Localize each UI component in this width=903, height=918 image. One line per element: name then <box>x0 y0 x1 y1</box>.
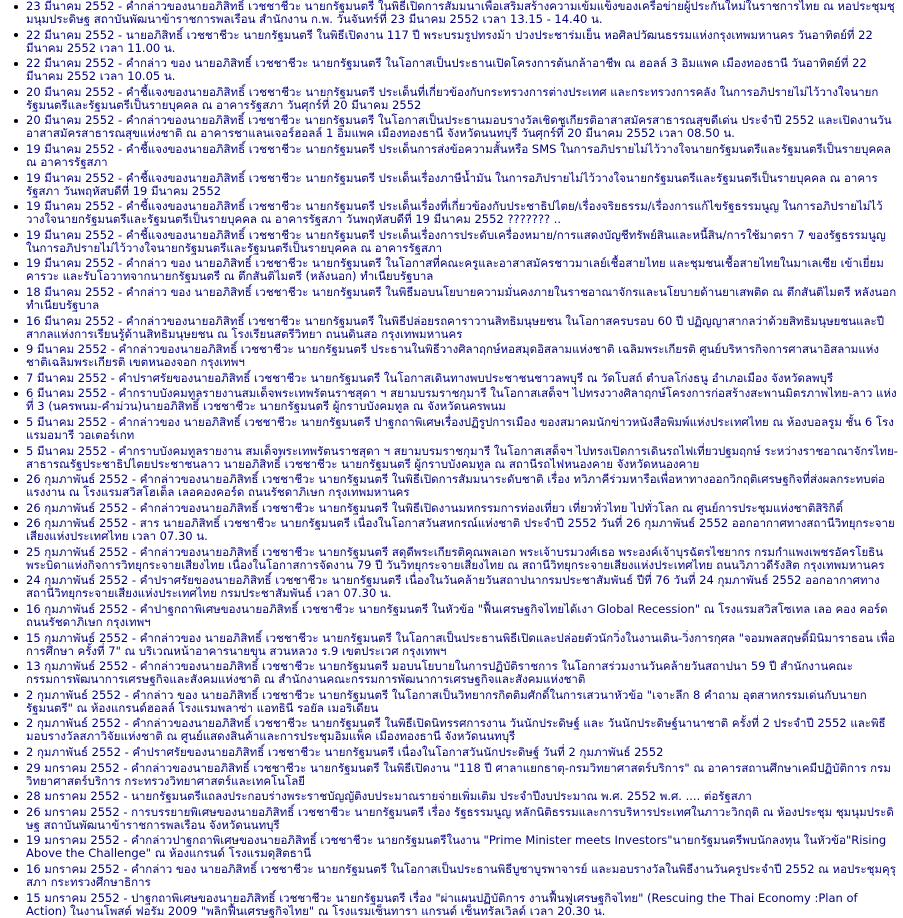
speech-link[interactable]: 19 มีนาคม 2552 - คำชี้แจงของนายอภิสิทธิ์ เวชชาชีวะ นายกรัฐมนตรี ประเด็นเรื่องภาษีน้ำมัน ในการอภิปรายไม่ไว้วางใจนายกรัฐมนตรีและรัฐมนตรีเป็นรายบุคคล ณ อาคารรัฐสภา วันพฤหัสบดีที่ 19 มีนาคม 2552 <box>26 170 878 198</box>
list-item <box>10 29 899 55</box>
bullet-icon <box>14 766 18 770</box>
bullet-icon <box>14 5 18 9</box>
list-item <box>10 387 899 413</box>
bullet-icon <box>14 33 18 37</box>
bullet-icon <box>14 262 18 266</box>
bullet-icon <box>14 90 18 94</box>
bullet-icon <box>14 868 18 872</box>
list-item <box>10 689 899 715</box>
speech-link[interactable]: 19 มีนาคม 2552 - คำชี้แจงของนายอภิสิทธิ์ เวชชาชีวะ นายกรัฐมนตรี ประเด็นเรื่องการประดับเครื่องหมาย/การแสดงบัญชีทรัพย์สินและหนี้สิน/การใช้มาตรา 7 ของรัฐธรรมนูญ ในการอภิปรายไม่ไว้วางใจนายกรัฐมนตรีและรัฐมนตรีเป็นรายบุคคล ณ อาคารรัฐสภา <box>26 227 886 255</box>
bullet-icon <box>14 478 18 482</box>
list-item <box>10 315 899 341</box>
list-item <box>10 574 899 600</box>
list-item <box>10 473 899 499</box>
speech-link[interactable]: 26 มกราคม 2552 - การบรรยายพิเศษของนายอภิสิทธิ์ เวชชาชีวะ นายกรัฐมนตรี เรื่อง รัฐธรรมนูญ หลักนิติธรรมและการบริหารประเทศในภาวะวิกฤติ ณ ห้องประชุม ชุมนุมประดิษฐ สถาบันพัฒนาข้าราชการพลเรือน จังหวัดนนทบุรี <box>26 804 894 832</box>
bullet-icon <box>14 376 18 380</box>
bullet-icon <box>14 348 18 352</box>
speech-link[interactable]: 26 กุมภาพันธ์ 2552 - สาร นายอภิสิทธิ์ เวชชาชีวะ นายกรัฐมนตรี เนื่องในโอกาสวันสหกรณ์แห่งชาติ ประจำปี 2552 วันที่ 26 กุมภาพันธ์ 2552 ออกอากาศทางสถานีวิทยุกระจายเสียงแห่งประเทศไทย เวลา 07.30 น. <box>26 516 895 544</box>
speech-link[interactable]: 26 กุมภาพันธ์ 2552 - คำกล่าวของนายอภิสิทธิ์ เวชชาชีวะ นายกรัฐมนตรี ในพิธีเปิดงานมหกรรมการท่องเที่ยว เที่ยวทั่วไทย ไปทั่วโลก ณ ศูนย์การประชุมแห่งชาติสิริกิติ์ <box>26 500 843 515</box>
speech-link[interactable]: 28 มกราคม 2552 - นายกรัฐมนตรีแถลงประกอบร่างพระราชบัญญัติงบประมาณรายจ่ายเพิ่มเติม ประจำปีงบประมาณ พ.ศ. 2552 พ.ศ. .... ต่อรัฐสภา <box>26 789 752 804</box>
list-item <box>10 200 899 226</box>
speech-link[interactable]: 25 กุมภาพันธ์ 2552 - คำกล่าวของนายอภิสิทธิ์ เวชชาชีวะ นายกรัฐมนตรี สดุดีพระเกียรติคุณพลเอก พระเจ้าบรมวงศ์เธอ พระองค์เจ้าบุรฉัตรไชยากร กรมกำแพงเพชรอัครโยธิน พระบิดาแห่งกิจการวิทยุกระจายเสียงไทย เนื่องในโอกาสการจัดงาน 79 ปี วันวิทยุกระจายเสียงไทย ณ สถานีวิทยุกระจายเสียงแห่งประเทศไทย ถนนวิภาวดีรังสิต กรุงเทพมหานคร <box>26 544 885 572</box>
list-item <box>10 806 899 832</box>
bullet-icon <box>14 522 18 526</box>
speech-link[interactable]: 24 กุมภาพันธ์ 2552 - คำปราศรัยของนายอภิสิทธิ์ เวชชาชีวะ นายกรัฐมนตรี เนื่องในวันคล้ายวันสถาปนากรมประชาสัมพันธ์ ปีที่ 76 วันที่ 24 กุมภาพันธ์ 2552 ออกอากาศทางสถานีวิทยุกระจายเสียงแห่งประเทศไทย กรมประชาสัมพันธ์ เวลา 07.30 น. <box>26 573 880 601</box>
list-item <box>10 603 899 629</box>
speech-link[interactable]: 2 กุมภาพันธ์ 2552 - คำกล่าว ของ นายอภิสิทธิ์ เวชชาชีวะ นายกรัฐมนตรี ในโอกาสเป็นวิทยากรกิตติมศักดิ์ในการเสวนาหัวข้อ "เจาะลึก 8 คำถาม อุตสาหกรรมเด่นกับนายกรัฐมนตรี" ณ ห้องแกรนด์ฮอลล์ โรงแรมพลาซ่า แอทธินี รอยัล เมอริเดียน <box>26 687 867 715</box>
bullet-icon <box>14 636 18 640</box>
list-item <box>10 717 899 743</box>
speech-link[interactable]: 18 มีนาคม 2552 - คำกล่าว ของ นายอภิสิทธิ์ เวชชาชีวะ นายกรัฐมนตรี ในพิธีมอบนโยบายความมั่นคงภายในราชอาณาจักรและนโยบายด้านยาเสพติด ณ ตึกสันติไมตรี หลังนอก ทำเนียบรัฐบาล <box>26 284 897 312</box>
bullet-icon <box>14 665 18 669</box>
list-item <box>10 746 899 759</box>
list-item <box>10 445 899 471</box>
speech-link[interactable]: 20 มีนาคม 2552 - คำชี้แจงของนายอภิสิทธิ์ เวชชาชีวะ นายกรัฐมนตรี ประเด็นที่เกี่ยวข้องกับกระทรวงการต่างประเทศ และกระทรวงการคลัง ในการอภิปรายไม่ไว้วางใจนายกรัฐมนตรีและรัฐมนตรีเป็นรายบุคคล ณ อาคารรัฐสภา วันศุกร์ที่ 20 มีนาคม 2552 <box>26 84 879 112</box>
bullet-icon <box>14 579 18 583</box>
list-item <box>10 0 899 26</box>
speech-link[interactable]: 2 กุมภาพันธ์ 2552 - คำปราศรัยของนายอภิสิทธิ์ เวชชาชีวะ นายกรัฐมนตรี เนื่องในโอกาสวันนักประดิษฐ์ วันที่ 2 กุมภาพันธ์ 2552 <box>26 745 664 760</box>
bullet-icon <box>14 751 18 755</box>
list-item <box>10 143 899 169</box>
speech-link[interactable]: 15 มกราคม 2552 - ปาฐกถาพิเศษของนายอภิสิทธิ์ เวชชาชีวะ นายกรัฐมนตรี เรื่อง "ผ่าแผนปฏิบัติการ งานฟื้นฟูเศรษฐกิจไทย" (Rescuing the Thai Economy :Plan of Action) ในงานโพสต์ ฟอรัม 2009 "พลิกฟื้นเศรษฐกิจไทย" ณ โรงแรมเซ็นทารา แกรนด์ เซ็นทรัลเวิลด์ เวลา 20.30 น. <box>26 890 858 918</box>
list-item <box>10 892 899 918</box>
bullet-icon <box>14 147 18 151</box>
bullet-icon <box>14 795 18 799</box>
bullet-icon <box>14 506 18 510</box>
bullet-icon <box>14 176 18 180</box>
list-item <box>10 517 899 543</box>
speech-link[interactable]: 5 มีนาคม 2552 - คำกล่าวของ นายอภิสิทธิ์ เวชชาชีวะ นายกรัฐมนตรี ปาฐกถาพิเศษเรื่องปฏิรูปการเมือง ของสมาคมนักข่าวหนังสือพิมพ์แห่งประเทศไทย ณ ห้องบอลรูม ชั้น 6 โรงแรมอมารี วอเตอร์เกท <box>26 414 894 442</box>
speech-link[interactable]: 19 มกราคม 2552 - คำกล่าวปาฐกถาพิเศษของนายอภิสิทธิ์ เวชชาชีวะ นายกรัฐมนตรีในงาน "Prime Minister meets Investors"นายกรัฐมนตรีพบนักลงทุน ในหัวข้อ"Rising Above the Challenge" ณ ห้องแกรนด์ โรงแรมดุสิตธานี <box>26 833 887 861</box>
list-item <box>10 502 899 515</box>
speech-link[interactable]: 19 มีนาคม 2552 - คำกล่าว ของ นายอภิสิทธิ์ เวชชาชีวะ นายกรัฐมนตรี ในโอกาสที่คณะครูและอาสาสมัครชาวมาเลย์เชื้อสายไทย และชุมชนเชื้อสายไทยในมาเลเซีย เข้าเยี่ยมคารวะ และรับโอวาทจากนายกรัฐมนตรี ณ ตึกสันติไมตรี (หลังนอก) ทำเนียบรัฐบาล <box>26 256 884 284</box>
bullet-icon <box>14 693 18 697</box>
bullet-icon <box>14 449 18 453</box>
speech-link[interactable]: 15 กุมภาพันธ์ 2552 - คำกล่าวของ นายอภิสิทธิ์ เวชชาชีวะ นายกรัฐมนตรี ในโอกาสเป็นประธานพิธีเปิดและปล่อยตัวนักวิ่งในงานเดิน-วิ่งการกุศล "จอมพลสฤษดิ์มินิมาราธอน เพื่อการศึกษา ครั้งที่ 7" ณ บริเวณหน้าอาคารนายขุน สวนหลวง ร.9 เขตประเวศ กรุงเทพฯ <box>26 630 895 658</box>
speech-link[interactable]: 9 มีนาคม 2552 - คำกล่าวของนายอภิสิทธิ์ เวชชาชีวะ นายกรัฐมนตรี ประธานในพิธีวางศิลาฤกษ์หอสมุดอิสลามแห่งชาติ เฉลิมพระเกียรติ ศูนย์บริหารกิจการศาสนาอิสลามแห่งชาติเฉลิมพระเกียรติ เขตหนองจอก กรุงเทพฯ <box>26 342 879 370</box>
list-item <box>10 372 899 385</box>
list-item <box>10 257 899 283</box>
speech-link[interactable]: 6 มีนาคม 2552 - คำกราบบังคมทูลรายงานสมเด็จพระเทพรัตนราชสุดา ฯ สยามบรมราชกุมารี ในโอกาสเสด็จฯ ไปทรงวางศิลาฤกษ์โครงการก่อสร้างสะพานมิตรภาพไทย-ลาว แห่งที่ 3 (นครพนม-คำม่วน)นายอภิสิทธิ์ เวชชาชีวะ นายกรัฐมนตรี ผู้กราบบังคมทูล ณ จังหวัดนครพนม <box>26 386 897 414</box>
speech-link[interactable]: 22 มีนาคม 2552 - คำกล่าว ของ นายอภิสิทธิ์ เวชชาชีวะ นายกรัฐมนตรี ในโอกาสเป็นประธานเปิดโครงการต้นกล้าอาชีพ ณ ฮอลล์ 3 อิมแพค เมืองทองธานี วันอาทิตย์ที่ 22 มีนาคม 2552 เวลา 10.05 น. <box>26 56 867 84</box>
bullet-icon <box>14 319 18 323</box>
list-item <box>10 834 899 860</box>
speech-link[interactable]: 19 มีนาคม 2552 - คำชี้แจงของนายอภิสิทธิ์ เวชชาชีวะ นายกรัฐมนตรี ประเด็นการส่งข้อความสั้นหรือ SMS ในการอภิปรายไม่ไว้วางใจนายกรัฐมนตรีและรัฐมนตรีเป็นรายบุคคล ณ อาคารรัฐสภา <box>26 141 891 169</box>
bullet-icon <box>14 62 18 66</box>
list-item <box>10 416 899 442</box>
speech-link[interactable]: 19 มีนาคม 2552 - คำชี้แจงของนายอภิสิทธิ์ เวชชาชีวะ นายกรัฐมนตรี ประเด็นเรื่องที่เกี่ยวข้องกับประชาธิปไตย/เรื่องจริยธรรม/เรื่องการแก้ไขรัฐธรรมนูญ ในการอภิปรายไม่ไว้วางใจนายกรัฐมนตรีและรัฐมนตรีเป็นรายบุคคล ณ อาคารรัฐสภา วันพฤหัสบดีที่ 19 มีนาคม 2552 ??????? .. <box>26 199 883 227</box>
list-item <box>10 790 899 803</box>
bullet-icon <box>14 896 18 900</box>
list-item <box>10 86 899 112</box>
list-item <box>10 546 899 572</box>
list-item <box>10 863 899 889</box>
speech-link[interactable]: 16 กุมภาพันธ์ 2552 - คำปาฐกถาพิเศษของนายอภิสิทธิ์ เวชชาชีวะ นายกรัฐมนตรี ในหัวข้อ "ฟื้นเศรษฐกิจไทยได้เงา Global Recession" ณ โรงแรมสวิสโซเทล เลอ คอง คอร์ด ถนนรัชดาภิเษก กรุงเทพฯ <box>26 602 888 630</box>
bullet-icon <box>14 722 18 726</box>
list-item <box>10 57 899 83</box>
bullet-icon <box>14 839 18 843</box>
bullet-icon <box>14 392 18 396</box>
bullet-icon <box>14 810 18 814</box>
list-item <box>10 762 899 788</box>
bullet-icon <box>14 205 18 209</box>
bullet-icon <box>14 119 18 123</box>
bullet-icon <box>14 233 18 237</box>
bullet-icon <box>14 550 18 554</box>
speech-link[interactable]: 16 มกราคม 2552 - คำกล่าว ของ นายอภิสิทธิ์ เวชชาชีวะ นายกรัฐมนตรี ในโอกาสเป็นประธานพิธีบูชาบูรพาจารย์ และมอบรางวัลในพิธีงานวันครูประจำปี 2552 ณ หอประชุมคุรุสภา กระทรวงศึกษาธิการ <box>26 862 896 889</box>
speech-link[interactable]: 29 มกราคม 2552 - คำกล่าวของนายอภิสิทธิ์ เวชชาชีวะ นายกรัฐมนตรี ในพิธีเปิดงาน "118 ปี ศาลาแยกธาตุ-กรมวิทยาศาสตร์บริการ" ณ อาคารสถานศึกษาเคมีปฏิบัติการ กรมวิทยาศาสตร์บริการ กระทรวงวิทยาศาสตร์และเทคโนโลยี <box>26 760 891 788</box>
speech-link[interactable]: 16 มีนาคม 2552 - คำกล่าวของนายอภิสิทธิ์ เวชชาชีวะ นายกรัฐมนตรี ในพิธีปล่อยรถคาราวานสิทธิมนุษยชน ในโอกาสครบรอบ 60 ปี ปฏิญญาสากลว่าด้วยสิทธิมนุษยชนและปีสากลแห่งการเรียนรู้ด้านสิทธิมนุษยชน ณ โรงเรียนสตรีวิทยา ถนนดินสอ กรุงเทพมหานคร <box>26 313 885 341</box>
list-item <box>10 660 899 686</box>
speech-link[interactable]: 2 กุมภาพันธ์ 2552 - คำกล่าวของนายอภิสิทธิ์ เวชชาชีวะ นายกรัฐมนตรี ในพิธีเปิดนิทรรศการงาน วันนักประดิษฐ์ และ วันนักประดิษฐ์นานาชาติ ครั้งที่ 2 ประจำปี 2552 และพิธีมอบรางวัลสภาวิจัยแห่งชาติ ณ ศูนย์แสดงสินค้าและการประชุมอิมแพ็ค เมืองทองธานี จังหวัดนนทบุรี <box>26 716 886 744</box>
list-item <box>10 286 899 312</box>
list-item <box>10 172 899 198</box>
speech-link[interactable]: 22 มีนาคม 2552 - นายอภิสิทธิ์ เวชชาชีวะ นายกรัฐมนตรี ในพิธีเปิดงาน 117 ปี พระบรมรูปทรงม้า ปวงประชาร่มเย็น หอศิลปวัฒนธรรมแห่งกรุงเทพมหานคร วันอาทิตย์ที่ 22 มีนาคม 2552 เวลา 11.00 น. <box>26 27 873 55</box>
speech-link[interactable]: 5 มีนาคม 2552 - คำกราบบังคมทูลรายงาน สมเด็จพระเทพรัตนราชสุดา ฯ สยามบรมราชกุมารี ในโอกาสเสด็จฯ ไปทรงเปิดการเดินรถไฟเที่ยวปฐมฤกษ์ ระหว่างราชอาณาจักรไทย-สาธารณรัฐประชาธิปไตยประชาชนลาว นายอภิสิทธิ์ เวชชาชีวะ นายกรัฐมนตรี ผู้กราบบังคมทูล ณ สถานีรถไฟหนองคาย จังหวัดหนองคาย <box>26 443 898 471</box>
bullet-icon <box>14 420 18 424</box>
speech-link[interactable]: 23 มีนาคม 2552 - คำกล่าวของนายอภิสิทธิ์ เวชชาชีวะ นายกรัฐมนตรี ในพิธีเปิดการสัมมนาเพื่อเสริมสร้างความเข้มแข็งของเครือข่ายผู้ประกันใหม่ในราชการไทย ณ หอประชุมชุมนุมประดิษฐ สถาบันพัฒนาข้าราชการพลเรือน สำนักงาน ก.พ. วันจันทร์ที่ 23 มีนาคม 2552 เวลา 13.15 - 14.40 น. <box>26 0 895 26</box>
speech-link[interactable]: 7 มีนาคม 2552 - คำปราศรัยของนายอภิสิทธิ์ เวชชาชีวะ นายกรัฐมนตรี ในโอกาสเดินทางพบประชาชนชาวลพบุรี ณ วัดโบสถ์ ตำบลโก่งธนู อำเภอเมือง จังหวัดลพบุรี <box>26 370 834 385</box>
list-item <box>10 632 899 658</box>
list-item <box>10 343 899 369</box>
list-item <box>10 114 899 140</box>
bullet-icon <box>14 608 18 612</box>
speech-link[interactable]: 13 กุมภาพันธ์ 2552 - คำกล่าวของนายอภิสิทธิ์ เวชชาชีวะ นายกรัฐมนตรี มอบนโยบายในการปฏิบัติราชการ ในโอกาสร่วมงานวันคล้ายวันสถาปนา 59 ปี สำนักงานคณะกรรมการพัฒนาการเศรษฐกิจและสังคมแห่งชาติ ณ สำนักงานคณะกรรมการพัฒนาการเศรษฐกิจและสังคมแห่งชาติ <box>26 659 853 687</box>
list-item <box>10 229 899 255</box>
speech-link[interactable]: 20 มีนาคม 2552 - คำกล่าวของนายอภิสิทธิ์ เวชชาชีวะ นายกรัฐมนตรี ในโอกาสเป็นประธานมอบรางวัลเชิดชูเกียรติอาสาสมัครสาธารณสุขดีเด่น ประจำปี 2552 และเปิดงานวันอาสาสมัครสาธารณสุขแห่งชาติ ณ อาคารชาแลนเจอร์ฮอลล์ 1 อิมแพค เมืองทองธานี จังหวัดนนทบุรี วันศุกร์ที่ 20 มีนาคม 2552 เวลา 08.50 น. <box>26 113 892 141</box>
bullet-icon <box>14 290 18 294</box>
speech-link[interactable]: 26 กุมภาพันธ์ 2552 - คำกล่าวของนายอภิสิทธิ์ เวชชาชีวะ นายกรัฐมนตรี ในพิธีเปิดการสัมมนาระดับชาติ เรื่อง ทวิภาคีร่วมหารือเพื่อหาทางออกวิกฤติเศรษฐกิจที่ส่งผลกระทบต่อแรงงาน ณ โรงแรมสวิสโฮเต็ล เลอคองคอร์ด ถนนรัชดาภิเษก กรุงเทพมหานคร <box>26 472 885 500</box>
